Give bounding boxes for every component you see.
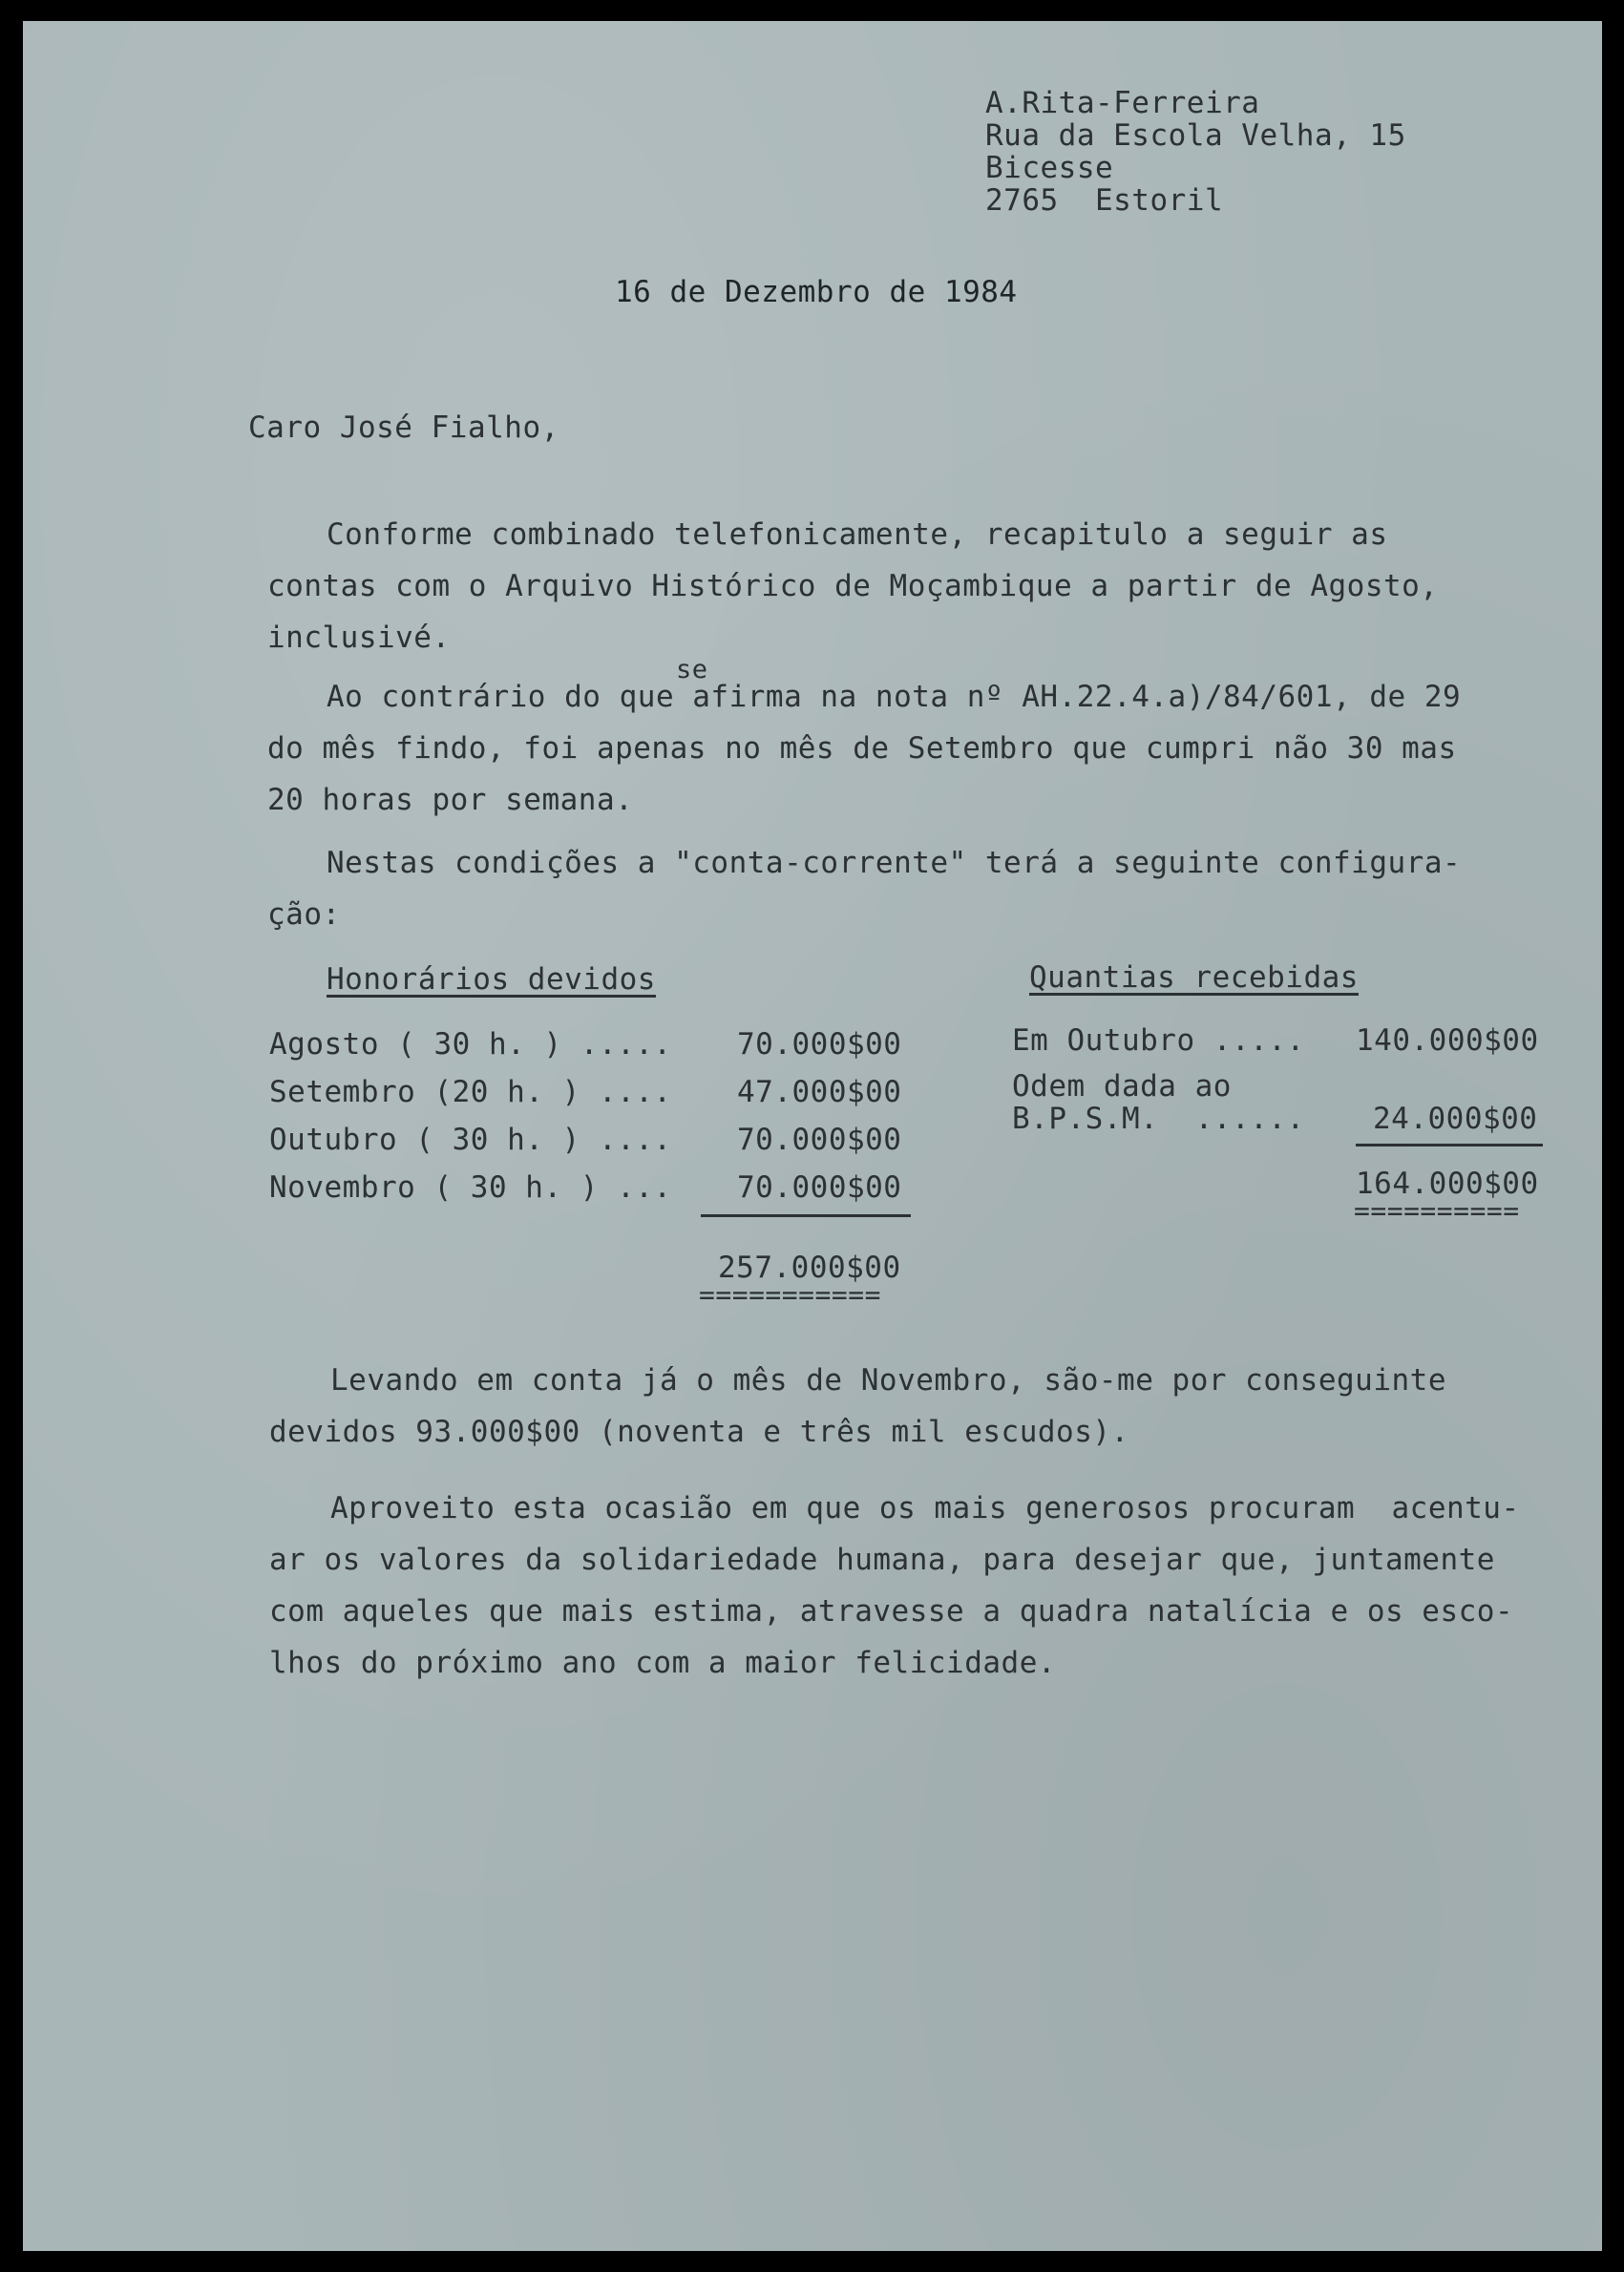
honorarios-row-value: 47.000$00 (737, 1075, 902, 1109)
quantias-row1-label: Em Outubro ..... (1012, 1023, 1305, 1058)
paragraph2-line3: 20 horas por semana. (267, 783, 634, 817)
paragraph5-line4: lhos do próximo ano com a maior felicidade. (269, 1646, 1057, 1680)
letter-date: 16 de Dezembro de 1984 (615, 275, 1018, 309)
quantias-double-rule: ========== (1354, 1195, 1520, 1227)
sender-street: Rua da Escola Velha, 15 (985, 118, 1406, 153)
sender-city: 2765 Estoril (985, 183, 1224, 218)
insertion-mark: se (676, 655, 708, 684)
honorarios-row-label: Setembro (20 h. ) .... (269, 1075, 672, 1109)
honorarios-row-label: Outubro ( 30 h. ) .... (269, 1123, 672, 1157)
honorarios-row-label: Agosto ( 30 h. ) ..... (269, 1027, 672, 1062)
salutation: Caro José Fialho, (248, 410, 559, 445)
honorarios-row-value: 70.000$00 (737, 1170, 902, 1205)
paragraph5-line3: com aqueles que mais estima, atravesse a quadra natalícia e os esco- (269, 1594, 1514, 1629)
quantias-row2-label-line2: B.P.S.M. ...... (1012, 1102, 1305, 1136)
paragraph4-line2: devidos 93.000$00 (noventa e três mil escudos). (269, 1415, 1129, 1449)
paragraph5-line2: ar os valores da solidariedade humana, para desejar que, juntamente (269, 1543, 1495, 1577)
paragraph2-line1: Ao contrário do que afirma na nota nº AH.22.4.a)/84/601, de 29 (327, 680, 1462, 714)
honorarios-heading: Honorários devidos (327, 962, 656, 997)
quantias-row1-value: 140.000$00 (1356, 1023, 1539, 1058)
paragraph1-line1: Conforme combinado telefonicamente, recapitulo a seguir as (327, 517, 1388, 552)
honorarios-double-rule: =========== (699, 1279, 881, 1311)
paragraph3-line2: ção: (267, 897, 341, 932)
sender-locality: Bicesse (985, 151, 1114, 185)
quantias-heading: Quantias recebidas (1029, 960, 1359, 995)
letter-page (23, 21, 1602, 2251)
honorarios-sum-rule (701, 1214, 911, 1217)
paragraph1-line3: inclusivé. (267, 621, 451, 655)
honorarios-row-value: 70.000$00 (737, 1123, 902, 1157)
paragraph3-line1: Nestas condições a "conta-corrente" terá a seguinte configura- (327, 846, 1462, 880)
honorarios-total: 257.000$00 (718, 1251, 901, 1285)
honorarios-row-label: Novembro ( 30 h. ) ... (269, 1170, 672, 1205)
paragraph4-line1: Levando em conta já o mês de Novembro, são-me por conseguinte (330, 1363, 1446, 1398)
quantias-total: 164.000$00 (1356, 1167, 1539, 1201)
sender-name: A.Rita-Ferreira (985, 86, 1260, 120)
quantias-sum-rule (1356, 1144, 1543, 1147)
honorarios-row-value: 70.000$00 (737, 1027, 902, 1062)
quantias-row2-value: 24.000$00 (1373, 1102, 1538, 1136)
quantias-row2-label-line1: Odem dada ao (1012, 1069, 1232, 1104)
paragraph2-line2: do mês findo, foi apenas no mês de Setembro que cumpri não 30 mas (267, 731, 1457, 766)
paragraph1-line2: contas com o Arquivo Histórico de Moçambique a partir de Agosto, (267, 569, 1439, 603)
paragraph5-line1: Aproveito esta ocasião em que os mais generosos procuram acentu- (330, 1491, 1520, 1525)
